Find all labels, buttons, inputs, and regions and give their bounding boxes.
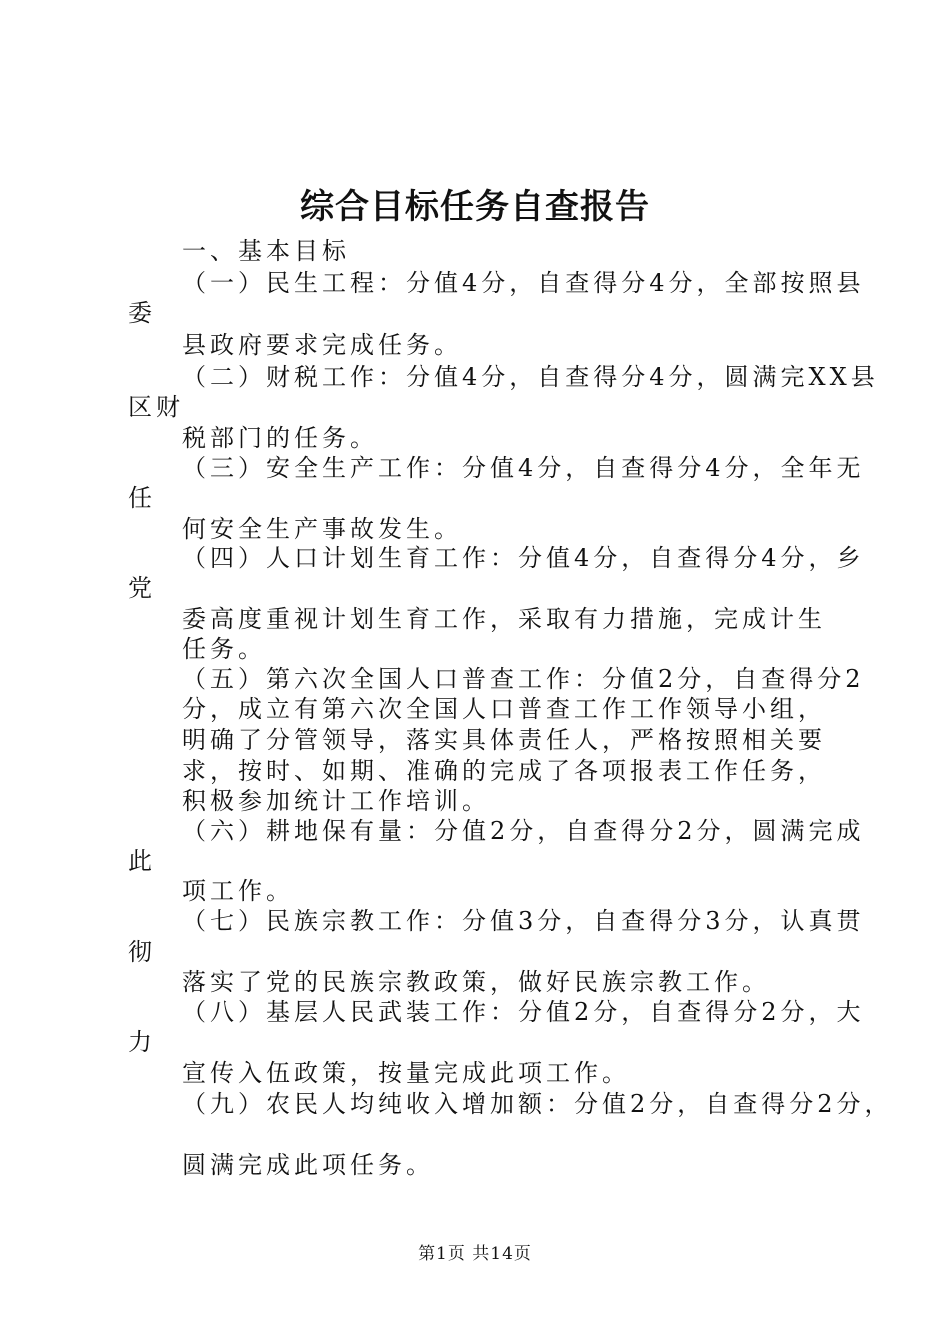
paragraph-line: 项工作。	[182, 877, 294, 905]
paragraph-line: 圆满完成此项任务。	[182, 1151, 434, 1179]
paragraph-line: 彻	[128, 938, 156, 966]
paragraph-line: 何安全生产事故发生。	[182, 515, 462, 543]
page-number-footer: 第1页 共14页	[418, 1244, 532, 1264]
paragraph-line: 明确了分管领导，落实具体责任人，严格按照相关要	[182, 726, 826, 754]
paragraph-line: （三）安全生产工作：分值4分，自查得分4分，全年无	[182, 454, 865, 482]
paragraph-line: （二）财税工作：分值4分，自查得分4分，圆满完XX县	[182, 363, 879, 391]
paragraph-line: 积极参加统计工作培训。	[182, 787, 490, 815]
paragraph-line: （九）农民人均纯收入增加额：分值2分，自查得分2分，	[182, 1090, 893, 1118]
paragraph-line: （八）基层人民武装工作：分值2分，自查得分2分，大	[182, 998, 865, 1026]
paragraph-line: 区财	[128, 393, 184, 421]
paragraph-line: 求，按时、如期、准确的完成了各项报表工作任务，	[182, 757, 826, 785]
paragraph-line: 力	[128, 1028, 156, 1056]
paragraph-line: 党	[128, 574, 156, 602]
paragraph-line: 分，成立有第六次全国人口普查工作工作领导小组，	[182, 695, 826, 723]
paragraph-line: 税部门的任务。	[182, 424, 378, 452]
paragraph-line: 委高度重视计划生育工作，采取有力措施，完成计生	[182, 605, 826, 633]
paragraph-line: 县政府要求完成任务。	[182, 331, 462, 359]
paragraph-line: （一）民生工程：分值4分，自查得分4分，全部按照县	[182, 269, 865, 297]
paragraph-line: （七）民族宗教工作：分值3分，自查得分3分，认真贯	[182, 907, 865, 935]
document-title: 综合目标任务自查报告	[300, 187, 650, 227]
paragraph-line: 此	[128, 847, 156, 875]
paragraph-line: （六）耕地保有量：分值2分，自查得分2分，圆满完成	[182, 817, 865, 845]
paragraph-line: （四）人口计划生育工作：分值4分，自查得分4分，乡	[182, 544, 865, 572]
paragraph-line: 任	[128, 484, 156, 512]
section-heading: 一、基本目标	[182, 237, 350, 265]
paragraph-line: 委	[128, 299, 156, 327]
paragraph-line: 任务。	[182, 635, 266, 663]
paragraph-line: （五）第六次全国人口普查工作：分值2分，自查得分2	[182, 665, 865, 693]
paragraph-line: 宣传入伍政策，按量完成此项工作。	[182, 1059, 630, 1087]
paragraph-line: 落实了党的民族宗教政策，做好民族宗教工作。	[182, 968, 770, 996]
